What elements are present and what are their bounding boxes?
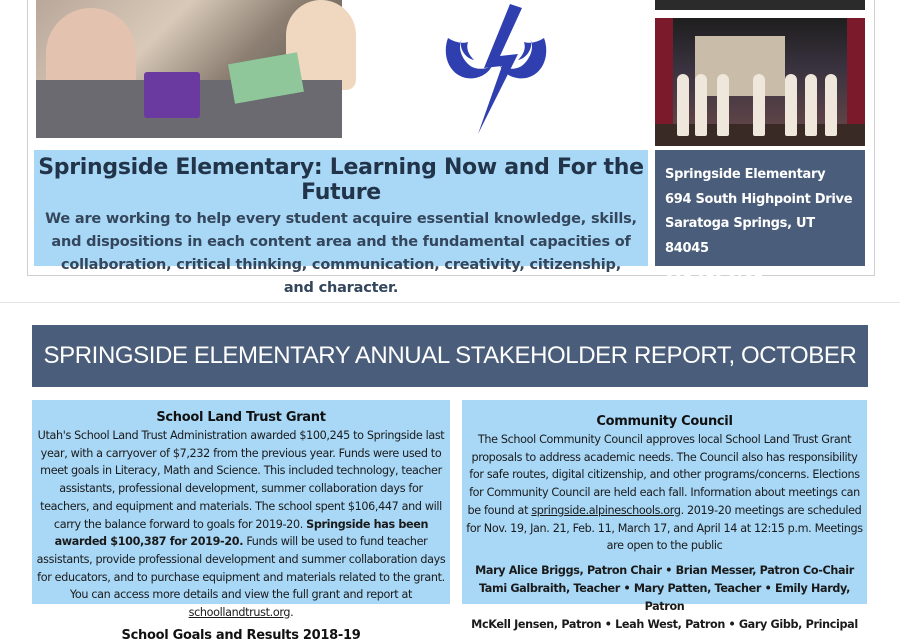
council-members-line: McKell Jensen, Patron • Leah West, Patron • Gary Gibb, Principal (471, 617, 858, 631)
land-trust-section (32, 400, 450, 643)
performer (695, 74, 707, 136)
springside-owl-lightning-logo-icon (440, 4, 552, 134)
goals-title: School Goals and Results 2018-19 (121, 627, 361, 643)
stage-performance-photo (655, 18, 865, 146)
council-members-line: Tami Galbraith, Teacher • Mary Patten, Teacher • Emily Hardy, Patron (478, 581, 851, 613)
land-trust-title: School Land Trust Grant (156, 410, 326, 425)
land-trust-paragraph: Utah's School Land Trust Administration awarded $100,245 to Springside last year, with a carryover of $7,232 from the previous year. Funds were used to meet goals in Literacy, Math and Science. This included technology, teacher assistants, professional development, summer collaboration days for teachers, and equipment and materials. The school spent $106,447 and will carry the balance forward to goals for 2019-20. (37, 429, 445, 531)
crayon-bin (144, 72, 200, 118)
land-trust-paragraph: You can access more details and view the full grant and report at (69, 588, 413, 602)
performance-photo-strip (655, 0, 865, 10)
council-title: Community Council (596, 414, 733, 429)
school-phone: 801-610-8732 (665, 265, 763, 280)
stage-set (695, 36, 785, 96)
school-city: Saratoga Springs, UT 84045 (665, 216, 815, 256)
council-link[interactable]: springside.alpineschools.org (531, 503, 681, 517)
land-trust-link[interactable]: schoollandtrust.org (188, 606, 291, 620)
land-trust-period: . (290, 606, 294, 620)
council-members (466, 562, 863, 634)
council-paragraph: . 2019-20 meetings are scheduled for Nov. 19, Jan. 21, Feb. 11, March 17, and April 14 at 12:15 p.m. Meetings are open to the public (466, 503, 863, 553)
performer (825, 74, 837, 136)
performer (753, 74, 765, 136)
page-divider (0, 302, 900, 303)
council-members-line: Mary Alice Briggs, Patron Chair • Brian Messer, Patron Co-Chair (475, 563, 854, 577)
performer (785, 74, 797, 136)
land-trust-body (36, 427, 446, 622)
school-name: Springside Elementary (665, 167, 826, 182)
land-trust-paragraph: Funds will be used to fund teacher assistants, provide professional development and summer collaboration days for educators, and to purchase equipment and materials related to the grant. (36, 535, 446, 584)
mission-banner (34, 150, 648, 296)
students-photo (36, 0, 342, 138)
performer (805, 74, 817, 136)
report-title: SPRINGSIDE ELEMENTARY ANNUAL STAKEHOLDER REPORT, OCTOBER (32, 325, 868, 387)
performer (677, 74, 689, 136)
performer (717, 74, 729, 136)
school-street: 694 South Highpoint Drive (665, 191, 853, 207)
council-paragraph: The School Community Council approves local School Land Trust Grant proposals to address academic needs. The Council also has responsibility for safe routes, digital citizenship, and other programs/concerns. Elections for Community Council are held each fall. Information about meetings can be found at (467, 433, 860, 517)
school-address-block (655, 150, 865, 280)
land-trust-award: Springside has been awarded $100,387 for 2019-20. (54, 517, 429, 549)
community-council-section (462, 400, 867, 631)
banner-title: Springside Elementary: Learning Now and For the Future (38, 155, 644, 205)
council-body (466, 431, 863, 555)
banner-description: We are working to help every student acquire essential knowledge, skills, and dispositions in each content area and the fundamental capacities of collaboration, critical thinking, communication, creativity, citizenship, and character. (45, 211, 637, 296)
